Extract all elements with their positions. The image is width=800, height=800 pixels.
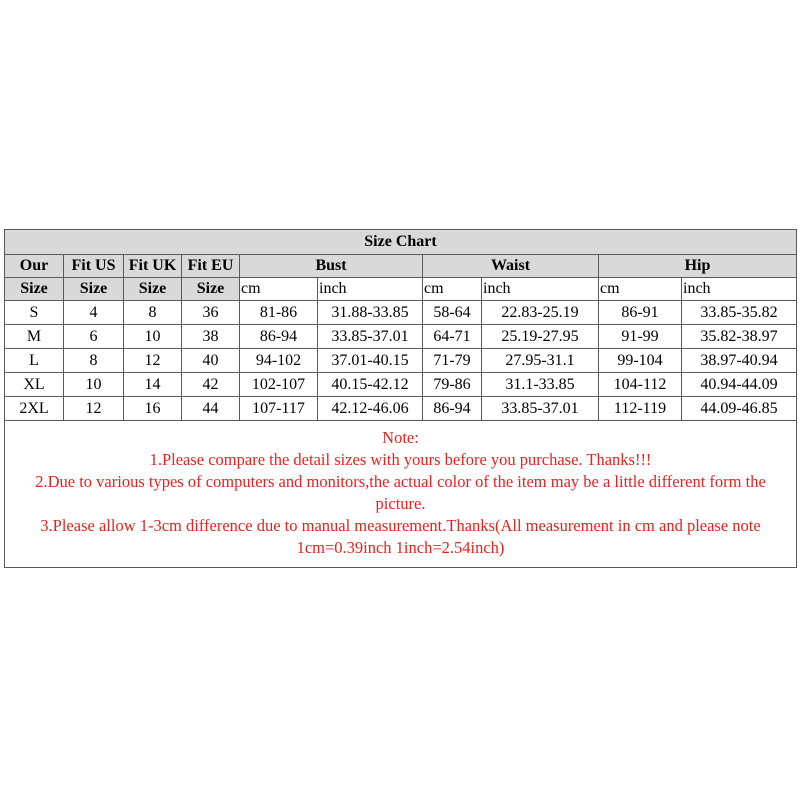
header-fit-eu: Fit EU [182,255,240,278]
cell-size: S [5,301,64,325]
cell-hip-inch: 38.97-40.94 [682,349,797,373]
header-waist: Waist [423,255,599,278]
cell-hip-cm: 91-99 [599,325,682,349]
cell-us: 4 [64,301,124,325]
header-our-size: Size [5,278,64,301]
cell-eu: 44 [182,397,240,421]
table-row [5,325,797,349]
cell-waist-inch: 22.83-25.19 [482,301,599,325]
unit-waist-cm: cm [423,278,482,301]
cell-bust-inch: 40.15-42.12 [318,373,423,397]
cell-bust-inch: 37.01-40.15 [318,349,423,373]
header-uk-size: Size [124,278,182,301]
note-item-3: 3.Please allow 1-3cm difference due to manual measurement.Thanks(All measurement in cm and please note 1cm=0.39inch 1inch=2.54inch) [40,516,761,557]
note-item-1: 1.Please compare the detail sizes with yours before you purchase. Thanks!!! [149,450,652,469]
table-row [5,301,797,325]
header-our: Our [5,255,64,278]
cell-hip-inch: 44.09-46.85 [682,397,797,421]
cell-hip-cm: 99-104 [599,349,682,373]
cell-hip-inch: 33.85-35.82 [682,301,797,325]
cell-waist-cm: 86-94 [423,397,482,421]
cell-waist-cm: 64-71 [423,325,482,349]
cell-uk: 8 [124,301,182,325]
cell-size: M [5,325,64,349]
cell-bust-cm: 86-94 [240,325,318,349]
cell-size: 2XL [5,397,64,421]
notes-section [5,421,797,568]
size-chart-title: Size Chart [5,230,797,255]
cell-uk: 16 [124,397,182,421]
cell-waist-cm: 58-64 [423,301,482,325]
table-row [5,397,797,421]
header-hip: Hip [599,255,797,278]
cell-waist-cm: 71-79 [423,349,482,373]
cell-eu: 42 [182,373,240,397]
unit-hip-inch: inch [682,278,797,301]
cell-us: 6 [64,325,124,349]
unit-bust-inch: inch [318,278,423,301]
cell-eu: 36 [182,301,240,325]
header-fit-us: Fit US [64,255,124,278]
cell-hip-inch: 40.94-44.09 [682,373,797,397]
header-us-size: Size [64,278,124,301]
cell-hip-cm: 112-119 [599,397,682,421]
size-chart-table [4,229,797,568]
cell-eu: 38 [182,325,240,349]
cell-bust-cm: 107-117 [240,397,318,421]
table-row [5,349,797,373]
table-row [5,373,797,397]
header-fit-uk: Fit UK [124,255,182,278]
cell-bust-inch: 33.85-37.01 [318,325,423,349]
cell-us: 10 [64,373,124,397]
cell-waist-cm: 79-86 [423,373,482,397]
cell-bust-cm: 81-86 [240,301,318,325]
cell-size: XL [5,373,64,397]
cell-waist-inch: 33.85-37.01 [482,397,599,421]
cell-waist-inch: 31.1-33.85 [482,373,599,397]
cell-uk: 12 [124,349,182,373]
cell-bust-cm: 94-102 [240,349,318,373]
note-item-2: 2.Due to various types of computers and monitors,the actual color of the item may be a little different form the picture. [35,472,766,513]
unit-waist-inch: inch [482,278,599,301]
cell-us: 12 [64,397,124,421]
cell-hip-cm: 86-91 [599,301,682,325]
cell-size: L [5,349,64,373]
cell-us: 8 [64,349,124,373]
cell-waist-inch: 27.95-31.1 [482,349,599,373]
header-eu-size: Size [182,278,240,301]
unit-bust-cm: cm [240,278,318,301]
unit-hip-cm: cm [599,278,682,301]
cell-waist-inch: 25.19-27.95 [482,325,599,349]
note-heading: Note: [382,428,419,447]
cell-uk: 14 [124,373,182,397]
cell-bust-cm: 102-107 [240,373,318,397]
cell-eu: 40 [182,349,240,373]
cell-hip-cm: 104-112 [599,373,682,397]
cell-bust-inch: 31.88-33.85 [318,301,423,325]
cell-uk: 10 [124,325,182,349]
cell-bust-inch: 42.12-46.06 [318,397,423,421]
header-bust: Bust [240,255,423,278]
cell-hip-inch: 35.82-38.97 [682,325,797,349]
